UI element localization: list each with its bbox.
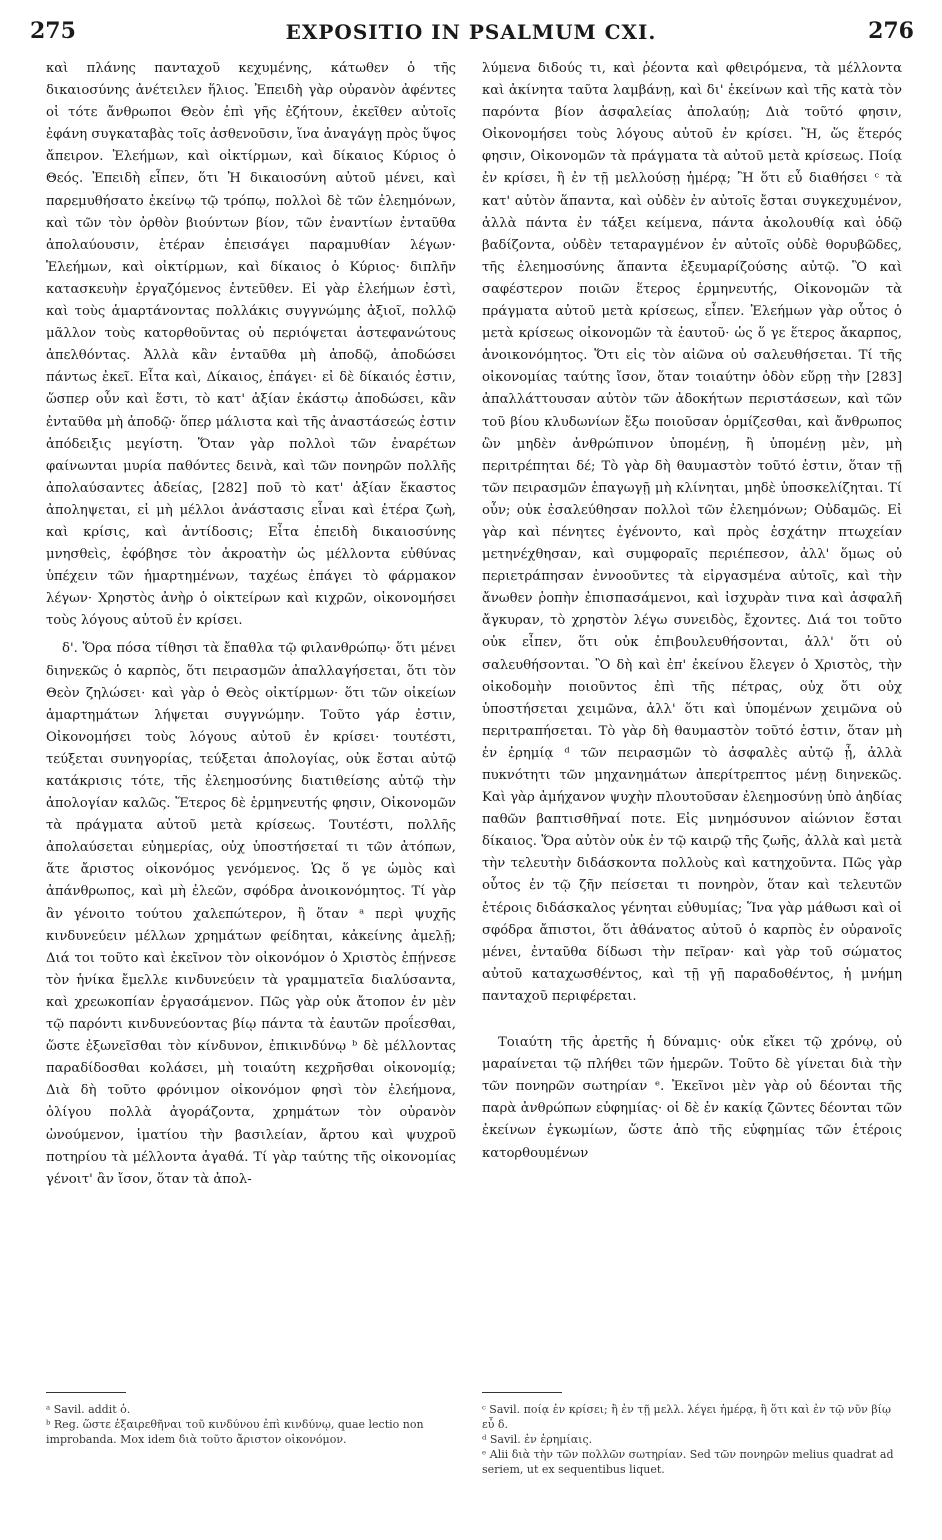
left-paragraph-1: καὶ πλάνης πανταχοῦ κεχυμένης, κάτωθεν ὁ τῆς δικαιοσύνης ἀνέτειλεν ἥλιος. Ἐπειδὴ γὰρ οὐρανὸν ἀφέντες οἱ τότε ἄνθρωποι Θεὸν ἐπὶ γῆς ἐζήτουν, ἐκεῖθεν αὐτοῖς ἐφάνη συγκαταβὰς τοῖς ἀσθενοῦσιν, ἵνα ἀναγάγῃ πρὸς ὕψος ἄπειρον. Ἐλεήμων, καὶ οἰκτίρμων, καὶ δίκαιος Κύριος ὁ Θεός. Ἐπειδὴ εἶπεν, ὅτι Ἡ δικαιοσύνη αὐτοῦ μένει, καὶ παρεμυθήσατο ἐκείνῳ τῷ τρόπῳ, πολλοὶ δὲ τῶν ἐλεημόνων, καὶ τῶν τὸν ὀρθὸν βιούντων βίον, τῶν ἐναντίων ἐνταῦθα ἀπολαύουσιν, ἑτέραν ἐπεισάγει παραμυθίαν λέγων· Ἐλεήμων, καὶ οἰκτίρμων, καὶ δίκαιος ὁ Κύριος· διπλῆν κατασκευὴν ἐργαζόμενος ἐντεῦθεν. Εἰ γὰρ ἐλεήμων ἐστὶ, καὶ τοὺς ἁμαρτάνοντας πολλάκις συγγνώμης ἀξιοῖ, πολλῷ μᾶλλον τοὺς κατορθοῦντας οὐ περιόψεται ἀστεφανώτους ἀπελθόντας. Ἀλλὰ κἂν ἐνταῦθα μὴ ἀποδῷ, ἀποδώσει πάντως ἐκεῖ. Εἶτα καὶ, Δίκαιος, ἐπάγει· εἰ δὲ δίκαιός ἐστιν, ὥσπερ οὖν καὶ ἔστι, τὸ κατ' ἀξίαν ἑκάστῳ ἀποδώσει, κἂν ἐνταῦθα μὴ ἀποδῷ· ὅπερ μάλιστα καὶ τῆς ἀναστάσεώς ἐστιν ἀπόδειξις μεγίστη. Ὅταν γὰρ πολλοὶ τῶν ἐναρέτων φαίνωνται μυρία παθόντες δεινὰ, καὶ τῶν πονηρῶν πολλῆς ἀπολαύσαντες ἀδείας, [282] ποῦ τὸ κατ' ἀξίαν ἕκαστος ἀποληψεται, εἰ μὴ μέλλοι ἀνάστασις εἶναι καὶ ἑτέρα ζωὴ, καὶ κρίσις, καὶ ἀντίδοσις; Εἶτα ἐπειδὴ δικαιοσύνης μνησθεὶς, ἐφόβησε τὸν ἀκροατὴν ὡς μέλλοντα εὐθύνας ὑπέχειν τῶν ἡμαρτημένων, ταχέως ἐπάγει τὸ φάρμακον λέγων· Χρηστὸς ἀνὴρ ὁ οἰκτείρων καὶ κιχρῶν, οἰκονομήσει τοὺς λόγους αὐτοῦ ἐν κρίσει. (46, 61, 456, 629)
page-header (0, 18, 942, 58)
running-title: EXPOSITIO IN PSALMUM CXI. (285, 20, 657, 44)
footnote-a: ᵃ Savil. addit ὁ. (46, 1403, 131, 1416)
footnote-separator-left (46, 1392, 126, 1393)
right-column (482, 58, 902, 1165)
footnote-b: ᵇ Reg. ὥστε ἐξαιρεθῆναι τοῦ κινδύνου ἐπὶ κινδύνῳ, quae lectio non improbanda. Mox idem διὰ τοῦτο ἄριστον οἰκονόμον. (46, 1418, 424, 1446)
footnotes-left (46, 1402, 456, 1447)
footnote-separator-right (482, 1392, 562, 1393)
left-paragraph-2: δ'. Ὅρα πόσα τίθησι τὰ ἔπαθλα τῷ φιλανθρώπῳ· ὅτι μένει διηνεκῶς ὁ καρπὸς, ὅτι πειρασμῶν ἀπαλλαγήσεται, ὅτι τὸν Θεὸν ζηλώσει· καὶ γὰρ ὁ Θεὸς οἰκτίρμων· ὅτι τῶν οἰκείων ἁμαρτημάτων λήψεται συγγνώμην. Τοῦτο γάρ ἐστιν, Οἰκονομήσει τοὺς λόγους αὐτοῦ ἐν κρίσει· τουτέστι, τεύξεται συνηγορίας, τεύξεται ἀπολογίας, οὐκ ἔσται αὐτῷ κατάκρισις τότε, τῆς ἐλεημοσύνης διατιθείσης αὐτῷ τὴν ἀπολογίαν καλῶς. Ἕτερος δὲ ἑρμηνευτής φησιν, Οἰκονομῶν τὰ πράγματα αὐτοῦ μετὰ κρίσεως. Τουτέστι, πολλῆς ἀπολαύσεται εὐημερίας, οὐχ ὑποστήσεταί τι τῶν ἀτόπων, ἅτε ἄριστος οἰκονόμος γενόμενος. Ὡς ὅ γε ὠμὸς καὶ ἀπάνθρωπος, καὶ μὴ ἐλεῶν, σφόδρα ἀνοικονόμητος. Τί γὰρ ἂν γένοιτο τούτου χαλεπώτερον, ἢ ὅταν ᵃ περὶ ψυχῆς κινδυνεύειν μέλλων χρημάτων φείδηται, κἀκείνης ἀμελῇ; Διά τοι τοῦτο καὶ ἐκεῖνον τὸν οἰκονόμον ὁ Χριστὸς ἐπῄνεσε τὸν ἡνίκα ἔμελλε κινδυνεύειν τὰ γραμματεῖα διαλύσαντα, καὶ χρεωκοπίαν ἐργασάμενον. Πῶς γὰρ οὐκ ἄτοπον ἐν μὲν τῷ παρόντι κινδυνεύοντας βίῳ πάντα τὰ ἑαυτῶν προΐεσθαι, ὥστε ἐξωνεῖσθαι τὸν κίνδυνον, ἐπικινδύνῳ ᵇ δὲ μέλλοντας παραδίδοσθαι κολάσει, μὴ τοιαύτη κεχρῆσθαι οἰκονομίᾳ; Διὰ δὴ τοῦτο φρόνιμον οἰκονόμον φησὶ τὸν ἐλεήμονα, ὀλίγου πολλὰ ἀγοράζοντα, χρημάτων τὸν οὐρανὸν ὠνούμενον, ἱματίου τὴν βασιλείαν, ἄρτου καὶ ψυχροῦ ποτηρίου τὰ μέλλοντα ἀγαθά. Τί γὰρ ταύτης τῆς οἰκονομίας γένοιτ' ἂν ἴσον, ὅταν τὰ ἀπολ- (46, 641, 456, 1187)
page-number-right: 276 (868, 18, 914, 44)
footnotes-right (482, 1402, 902, 1477)
right-paragraph-2: Τοιαύτη τῆς ἀρετῆς ἡ δύναμις· οὐκ εἴκει τῷ χρόνῳ, οὐ μαραίνεται τῷ πλήθει τῶν ἡμερῶν. Τοῦτο δὲ γίνεται διὰ τὴν τῶν πονηρῶν σωτηρίαν ᵉ. Ἐκεῖνοι μὲν γὰρ οὐ δέονται τῆς παρὰ ἀνθρώπων εὐφημίας· οἱ δὲ ἐν κακίᾳ ζῶντες δέονται τῶν ἐκείνων ἐγκωμίων, ὥστε ἀπὸ τῆς εὐφημίας τῶν ἑτέροις κατορθουμένων (482, 1035, 902, 1161)
page-number-left: 275 (30, 18, 76, 44)
footnote-d: ᵈ Savil. ἐν ἐρημίαις. (482, 1433, 593, 1446)
footnote-e: ᵉ Alii διὰ τὴν τῶν πολλῶν σωτηρίαν. Sed τῶν πονηρῶν melius quadrat ad seriem, ut ex sequentibus liquet. (482, 1448, 894, 1476)
left-column (46, 58, 456, 1191)
right-paragraph-1: λύμενα διδούς τι, καὶ ῥέοντα καὶ φθειρόμενα, τὰ μέλλοντα καὶ ἀκίνητα ταῦτα λαμβάνῃ, καὶ δι' ἐκείνων καὶ τῆς κατὰ τὸν παρόντα βίον ἀσφαλείας ἀπολαύῃ; Διὰ τοῦτό φησιν, Οἰκονομήσει τοὺς λόγους αὐτοῦ ἐν κρίσει. Ἢ, ὥς ἕτερός φησιν, Οἰκονομῶν τὰ πράγματα τὰ αὐτοῦ μετὰ κρίσεως. Ποίᾳ ἐν κρίσει, ἢ ἐν τῇ μελλούσῃ ἡμέρᾳ; Ἢ ὅτι εὖ διαθήσει ᶜ τὰ κατ' αὐτὸν ἅπαντα, καὶ οὐδὲν ἐν αὐτοῖς ἔσται συγκεχυμένον, ἀλλὰ πάντα ἐν τάξει κείμενα, πάντα ἀκολουθίᾳ καὶ ὁδῷ βαδίζοντα, οὐδὲν τεταραγμένον ἐν αὐτοῖς οὐδὲ θορυβῶδες, τῆς ἐλεημοσύνης ἅπαντα ἐξευμαρίζούσης αὐτῷ. Ὃ καὶ σαφέστερον ποιῶν ἕτερος ἑρμηνευτής, Οἰκονομῶν τὰ πράγματα αὐτοῦ μετὰ κρίσεως, εἶπεν. Ἐλεήμων γὰρ οὗτος ὁ μετὰ κρίσεως οἰκονομῶν τὰ ἑαυτοῦ· ὡς ὅ γε ἕτερος ἄκαρπος, ἀνοικονόμητος. Ὅτι εἰς τὸν αἰῶνα οὐ σαλευθήσεται. Τί τῆς οἰκονομίας ταύτης ἴσον, ὅταν τοιαύτην ὁδὸν εὕρῃ τὴν [283] ἀπαλλάττουσαν αὐτὸν τῶν ἀδοκήτων περιστάσεων, καὶ τῶν τοῦ βίου κλυδωνίων ἔξω ποιοῦσαν ὁρμίζεσθαι, καὶ ἄνθρωπος ὢν μηδὲν ἀνθρώπινον ὑπομένῃ, ἢ ὑπομένῃ μὲν, μὴ περιτρέπηται δέ; Τὸ γὰρ δὴ θαυμαστὸν τοῦτό ἐστιν, ὅταν τῇ τῶν πειρασμῶν ἐπαγωγῇ μὴ κλίνηται, μηδὲ ὑποσκελίζηται. Τί οὖν; οὐκ ἐσαλεύθησαν πολλοὶ τῶν ἐλεημόνων; Οὐδαμῶς. Εἰ γὰρ καὶ πένητες ἐγένοντο, καὶ πρὸς ἐσχάτην πτωχείαν μετηνέχθησαν, καὶ συμφοραῖς περιέπεσον, ἀλλ' ὅμως οὐ περιετράπησαν ἐννοοῦντες τὰ εἰργασμένα αὐτοῖς, καὶ τὴν ἄνωθεν ῥοπὴν ἐπισπασάμενοι, καὶ ἰσχυρὰν τινα καὶ ἀσφαλῆ ἄγκυραν, τὸ χρηστὸν λέγω συνειδὸς, ἔχοντες. Διά τοι τοῦτο οὐκ εἶπεν, ὅτι οὐκ ἐπιβουλευθήσονται, ἀλλ' ὅτι οὐ σαλευθήσονται. Ὃ δὴ καὶ ἐπ' ἐκείνου ἔλεγεν ὁ Χριστὸς, τὴν οἰκοδομὴν ποιοῦντος ἐπὶ τῆς πέτρας, οὐχ ὅτι οὐχ ὑποστήσεται χειμῶνα, ἀλλ' ὅτι καὶ ὑπομένων χειμῶνα οὐ περιτραπήσεται. Τὸ γὰρ δὴ θαυμαστὸν τοῦτό ἐστιν, ὅταν μὴ ἐν ἐρημίᾳ ᵈ τῶν πειρασμῶν τὸ ἀσφαλὲς αὐτῷ ᾖ, ἀλλὰ πυκνότητι τῶν μηχανημάτων ἀπερίτρεπτος μένῃ διηνεκῶς. Καὶ γὰρ ἀμήχανον ψυχὴν πλουτοῦσαν ἐλεημοσύνῃ ὑπὸ ἀηδίας παθῶν βαπτισθῆναί ποτε. Εἰς μνημόσυνον αἰώνιον ἔσται δίκαιος. Ὅρα αὐτὸν οὐκ ἐν τῷ καιρῷ τῆς ζωῆς, ἀλλὰ καὶ μετὰ τὴν τελευτὴν διδάσκοντα πολλοὺς καὶ κατηχοῦντα. Πῶς γὰρ οὗτος ἐν τῷ ζῆν πείσεται τι πονηρὸν, ὅταν καὶ τελευτῶν ἑτέροις διδάσκαλος γένηται εὐθυμίας; Ἵνα γὰρ μάθωσι καὶ οἱ σφόδρα ἄπιστοι, ὅτι ἀθάνατος αὐτοῦ ὁ καρπὸς ἐν οὐρανοῖς μένει, ἐνταῦθα δίδωσι τὴν πεῖραν· καὶ γὰρ τοῦ σώματος αὐτοῦ καταχωσθέντος, καὶ τῇ γῇ παραδοθέντος, ἡ μνήμη πανταχοῦ περιφέρεται. (482, 61, 902, 1004)
footnote-c: ᶜ Savil. ποίᾳ ἐν κρίσει; ἢ ἐν τῇ μελλ. λέγει ἡμέρᾳ, ἢ ὅτι καὶ ἐν τῷ νῦν βίῳ εὖ δ. (482, 1403, 891, 1431)
